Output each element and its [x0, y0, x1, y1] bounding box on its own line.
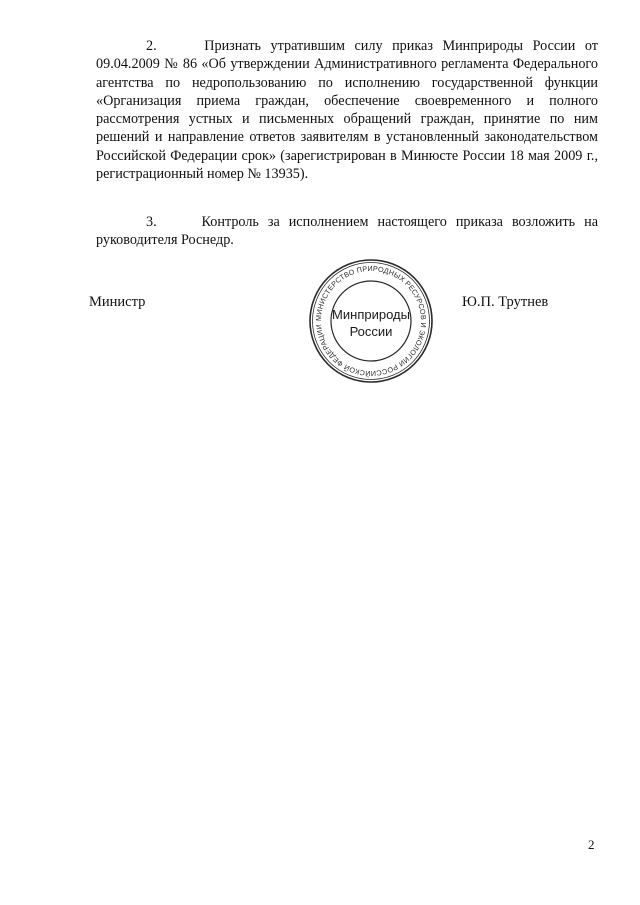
page-number: 2 [588, 837, 595, 852]
official-stamp [306, 256, 436, 386]
paragraph-2: 2. Признать утратившим силу приказ Минприроды России от 09.04.2009 № 86 «Об утверждении Административного регламента Федерального агентства по недропользованию по исполнению государственной функции «Организация приема граждан, обеспечение своевременного и полного рассмотрения устных и письменных обращений граждан, принятие по ним решений и направление ответов заявителям в установленный законодательством Российской Федерации срок» (зарегистрирован в Минюсте России 18 мая 2009 г., регистрационный номер № 13935). [96, 38, 598, 183]
stamp-center-line1: Минприроды [332, 307, 410, 322]
signatory-title: Министр [89, 294, 146, 310]
stamp-ring-text: МИНИСТЕРСТВО ПРИРОДНЫХ РЕСУРСОВ И ЭКОЛОГИИ РОССИЙСКОЙ ФЕДЕРАЦИИ [313, 263, 429, 379]
stamp-center-line2: России [349, 324, 393, 339]
signatory-name: Ю.П. Трутнев [462, 294, 549, 310]
paragraph-3: 3. Контроль за исполнением настоящего приказа возложить на руководителя Роснедр. [96, 214, 598, 249]
